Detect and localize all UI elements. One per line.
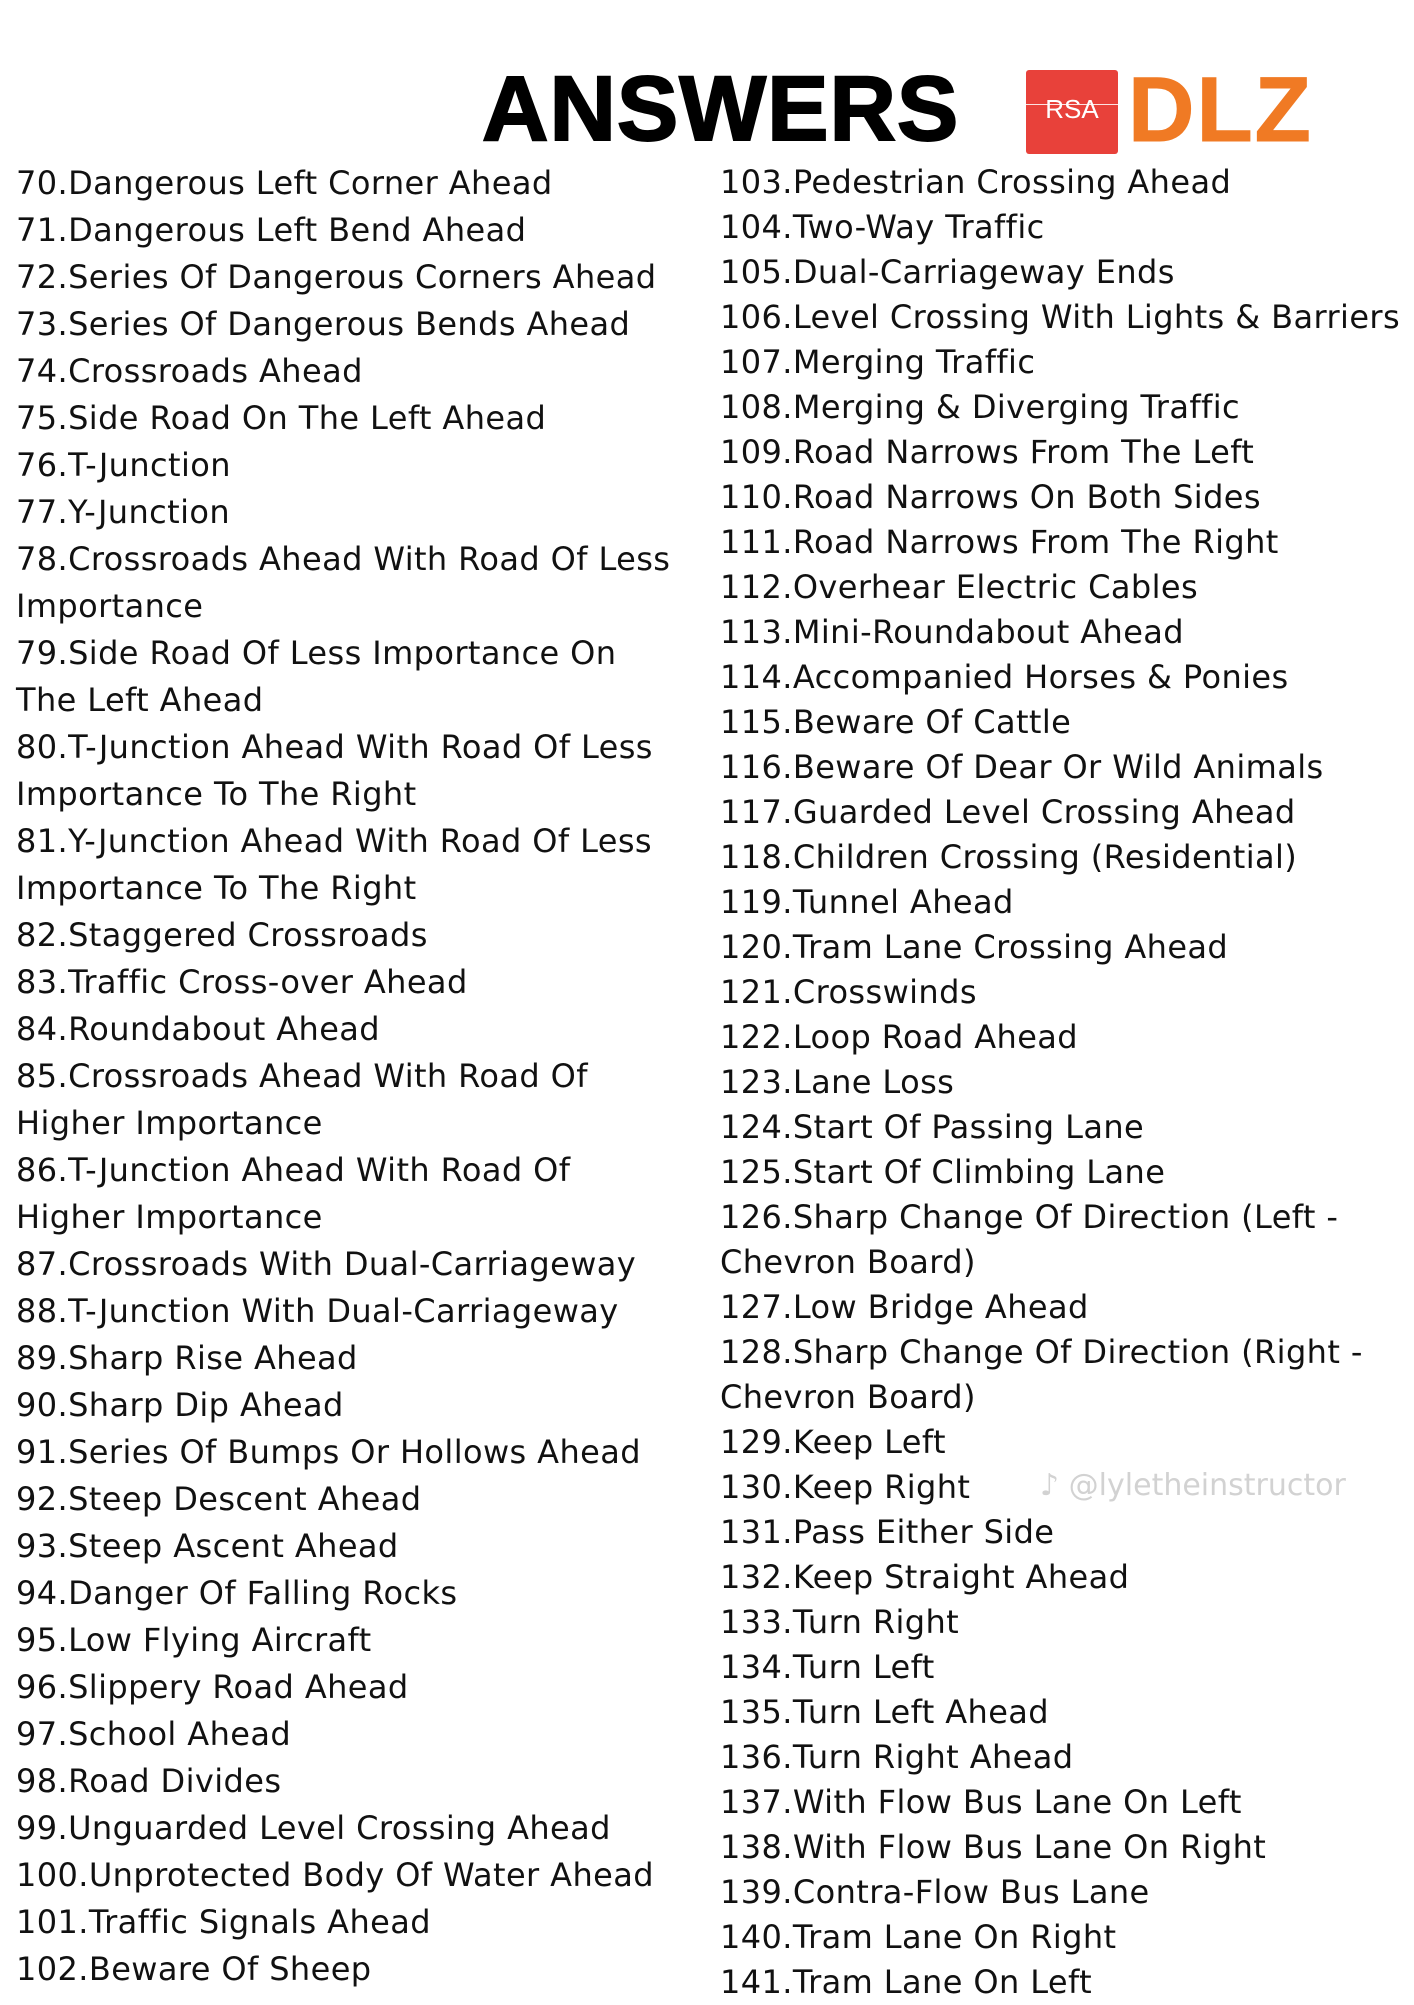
- answer-item: 123.Lane Loss: [720, 1063, 955, 1101]
- dlz-logo: DLZ: [1128, 59, 1313, 161]
- answer-item: 141.Tram Lane On Left: [720, 1963, 1093, 2001]
- answer-item: 138.With Flow Bus Lane On Right: [720, 1828, 1267, 1866]
- answer-item: 88.T-Junction With Dual-Carriageway: [16, 1292, 619, 1330]
- answer-item: 87.Crossroads With Dual-Carriageway: [16, 1245, 637, 1283]
- answer-item: 101.Traffic Signals Ahead: [16, 1903, 431, 1941]
- answers-list-right: [720, 160, 1410, 2005]
- answer-item: 125.Start Of Climbing Lane: [720, 1153, 1166, 1191]
- answer-item: 91.Series Of Bumps Or Hollows Ahead: [16, 1433, 641, 1471]
- page-title: ANSWERS: [482, 58, 960, 160]
- answer-item: 76.T-Junction: [16, 446, 231, 484]
- answer-item: 140.Tram Lane On Right: [720, 1918, 1117, 1956]
- answer-item: 96.Slippery Road Ahead: [16, 1668, 409, 1706]
- rsa-logo-text: RSA: [1045, 94, 1099, 124]
- answer-item: 78.Crossroads Ahead With Road Of Less Importance: [16, 540, 671, 625]
- answer-item: 117.Guarded Level Crossing Ahead: [720, 793, 1296, 831]
- answer-item: 112.Overhear Electric Cables: [720, 568, 1199, 606]
- answer-item: 79.Side Road Of Less Importance On The Left Ahead: [16, 634, 617, 719]
- answer-item: 83.Traffic Cross-over Ahead: [16, 963, 468, 1001]
- answer-item: 82.Staggered Crossroads: [16, 916, 428, 954]
- answer-item: 94.Danger Of Falling Rocks: [16, 1574, 458, 1612]
- answer-item: 103.Pedestrian Crossing Ahead: [720, 163, 1232, 201]
- answer-item: 136.Turn Right Ahead: [720, 1738, 1074, 1776]
- answer-item: 85.Crossroads Ahead With Road Of Higher Importance: [16, 1057, 588, 1142]
- answers-list-left: [16, 160, 706, 1993]
- answer-item: 110.Road Narrows On Both Sides: [720, 478, 1261, 516]
- answer-item: 80.T-Junction Ahead With Road Of Less Importance To The Right: [16, 728, 653, 813]
- answer-item: 75.Side Road On The Left Ahead: [16, 399, 547, 437]
- answer-item: 122.Loop Road Ahead: [720, 1018, 1079, 1056]
- answer-item: 81.Y-Junction Ahead With Road Of Less Importance To The Right: [16, 822, 653, 907]
- answer-item: 139.Contra-Flow Bus Lane: [720, 1873, 1150, 1911]
- answer-item: 84.Roundabout Ahead: [16, 1010, 381, 1048]
- answer-item: 133.Turn Right: [720, 1603, 960, 1641]
- answer-item: 90.Sharp Dip Ahead: [16, 1386, 344, 1424]
- answer-item: 100.Unprotected Body Of Water Ahead: [16, 1856, 654, 1894]
- answer-item: 73.Series Of Dangerous Bends Ahead: [16, 305, 631, 343]
- answer-item: 111.Road Narrows From The Right: [720, 523, 1279, 561]
- answer-item: 92.Steep Descent Ahead: [16, 1480, 422, 1518]
- answer-item: 99.Unguarded Level Crossing Ahead: [16, 1809, 611, 1847]
- answer-item: 128.Sharp Change Of Direction (Right - Chevron Board): [720, 1333, 1363, 1416]
- answer-item: 120.Tram Lane Crossing Ahead: [720, 928, 1229, 966]
- answer-item: 121.Crosswinds: [720, 973, 977, 1011]
- answer-item: 105.Dual-Carriageway Ends: [720, 253, 1175, 291]
- answer-item: 95.Low Flying Aircraft: [16, 1621, 372, 1659]
- answer-item: 102.Beware Of Sheep: [16, 1950, 372, 1988]
- answer-item: 72.Series Of Dangerous Corners Ahead: [16, 258, 657, 296]
- answer-item: 135.Turn Left Ahead: [720, 1693, 1050, 1731]
- answer-item: 108.Merging & Diverging Traffic: [720, 388, 1240, 426]
- answer-item: 77.Y-Junction: [16, 493, 231, 531]
- answer-item: 98.Road Divides: [16, 1762, 282, 1800]
- answer-item: 126.Sharp Change Of Direction (Left - Chevron Board): [720, 1198, 1339, 1281]
- answer-item: 118.Children Crossing (Residential): [720, 838, 1298, 876]
- answer-item: 129.Keep Left: [720, 1423, 946, 1461]
- answer-item: 137.With Flow Bus Lane On Left: [720, 1783, 1242, 1821]
- answer-item: 70.Dangerous Left Corner Ahead: [16, 164, 553, 202]
- answer-item: 130.Keep Right: [720, 1468, 971, 1506]
- tiktok-watermark: ♪ @lyletheinstructor: [1040, 1468, 1346, 1503]
- answer-item: 134.Turn Left: [720, 1648, 935, 1686]
- answer-item: 115.Beware Of Cattle: [720, 703, 1072, 741]
- answer-item: 124.Start Of Passing Lane: [720, 1108, 1145, 1146]
- answer-item: 113.Mini-Roundabout Ahead: [720, 613, 1184, 651]
- answer-item: 127.Low Bridge Ahead: [720, 1288, 1089, 1326]
- rsa-logo: [1026, 70, 1118, 154]
- answer-item: 132.Keep Straight Ahead: [720, 1558, 1130, 1596]
- answer-item: 74.Crossroads Ahead: [16, 352, 363, 390]
- answer-item: 71.Dangerous Left Bend Ahead: [16, 211, 527, 249]
- answer-item: 107.Merging Traffic: [720, 343, 1036, 381]
- answer-item: 89.Sharp Rise Ahead: [16, 1339, 358, 1377]
- answer-item: 131.Pass Either Side: [720, 1513, 1055, 1551]
- answer-item: 109.Road Narrows From The Left: [720, 433, 1255, 471]
- answer-item: 97.School Ahead: [16, 1715, 292, 1753]
- answer-item: 116.Beware Of Dear Or Wild Animals: [720, 748, 1324, 786]
- answer-item: 119.Tunnel Ahead: [720, 883, 1014, 921]
- answer-item: 93.Steep Ascent Ahead: [16, 1527, 399, 1565]
- answer-item: 114.Accompanied Horses & Ponies: [720, 658, 1289, 696]
- answer-item: 106.Level Crossing With Lights & Barriers: [720, 298, 1401, 336]
- answer-item: 104.Two-Way Traffic: [720, 208, 1045, 246]
- answer-item: 86.T-Junction Ahead With Road Of Higher Importance: [16, 1151, 571, 1236]
